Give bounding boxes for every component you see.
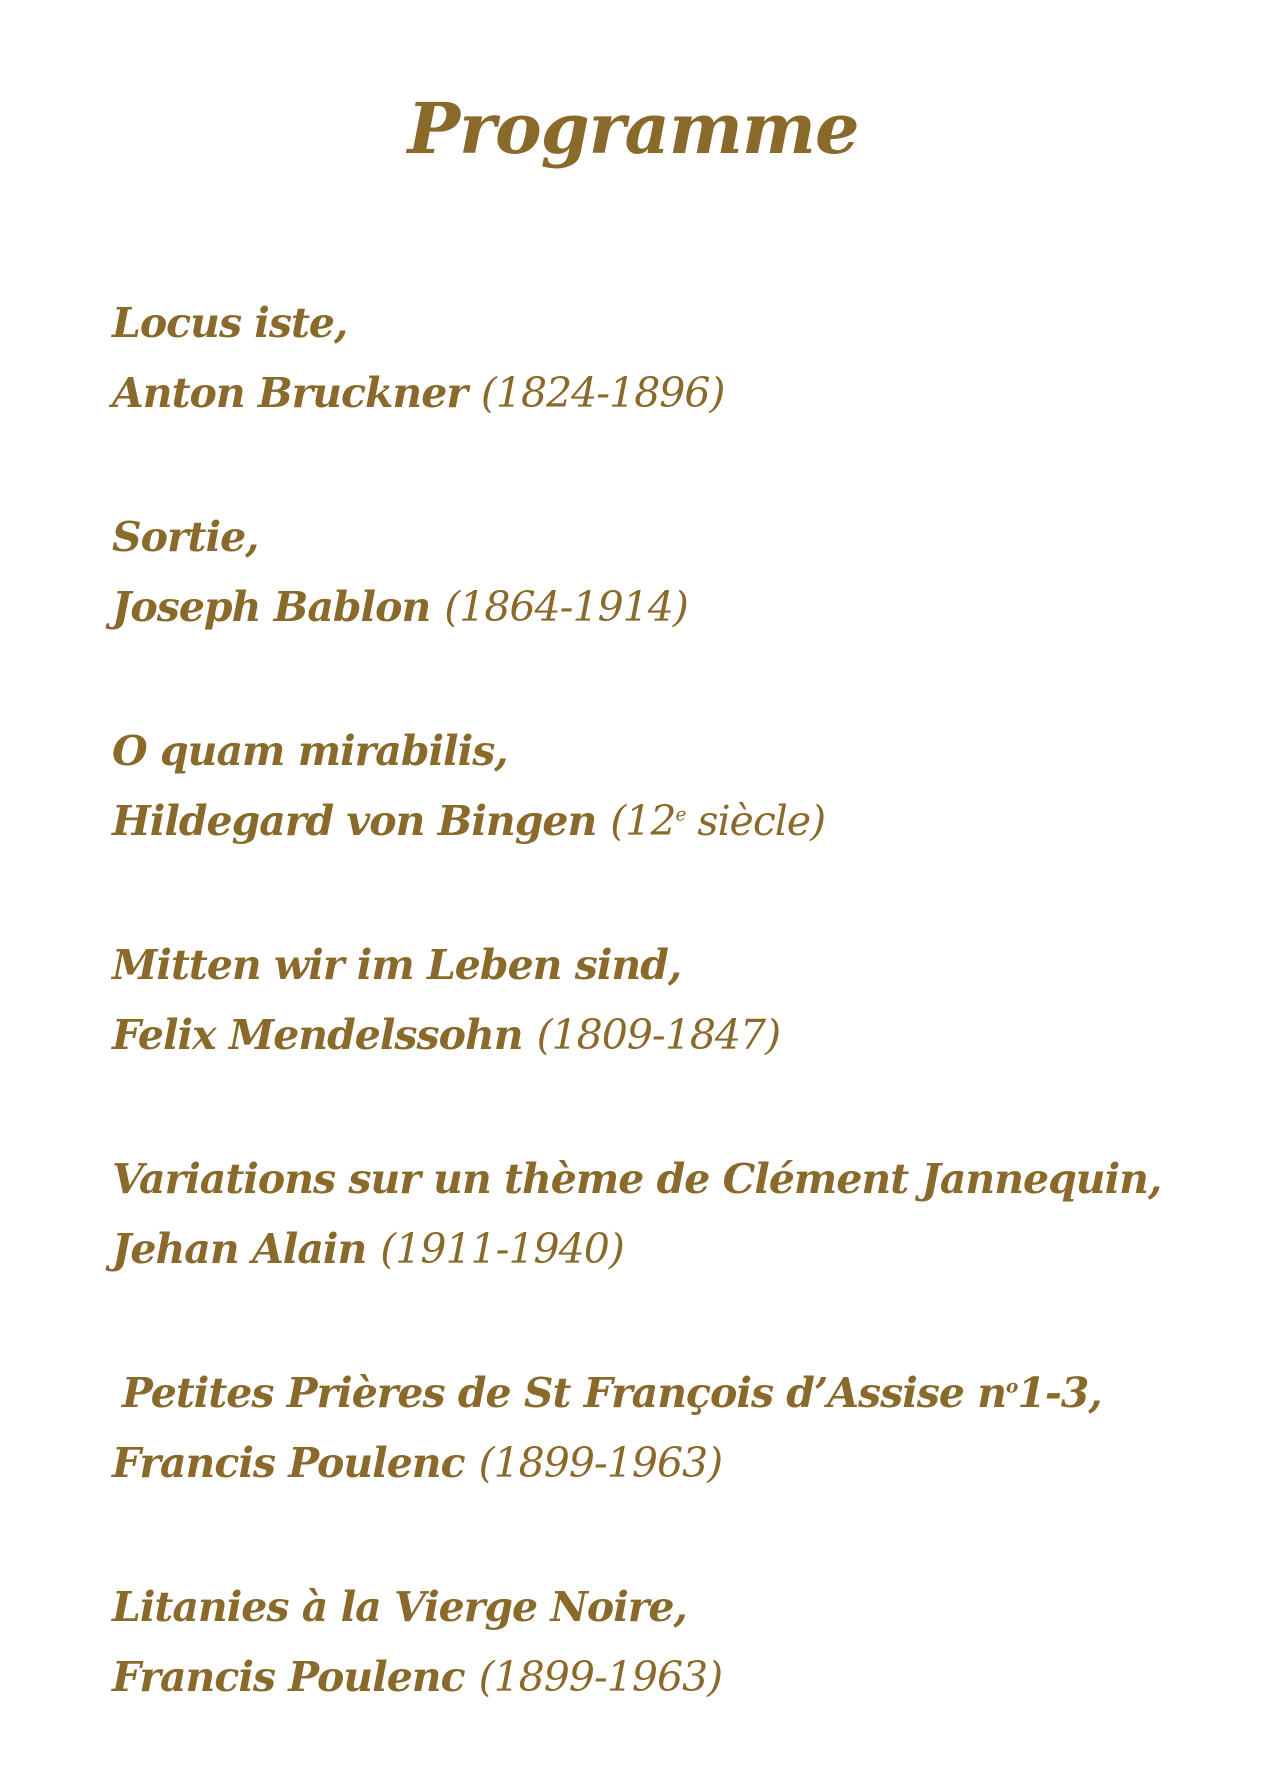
piece-title: Variations sur un thème de Clément Jannequin, bbox=[112, 1155, 1162, 1203]
composer-line bbox=[112, 1642, 1212, 1712]
composer-name: Joseph Bablon bbox=[112, 583, 431, 631]
composer-dates: (1809-1847) bbox=[536, 1011, 781, 1059]
piece-title: O quam mirabilis, bbox=[112, 727, 508, 775]
programme-item bbox=[112, 288, 1212, 502]
dates-prefix: (12 bbox=[610, 797, 676, 845]
programme-item bbox=[112, 1144, 1212, 1358]
composer-dates: (1824-1896) bbox=[480, 369, 725, 417]
piece-title-superscript: o bbox=[1006, 1376, 1018, 1398]
composer-dates: (1864-1914) bbox=[444, 583, 688, 631]
dates-superscript: e bbox=[675, 804, 686, 826]
composer-dates: (1899-1963) bbox=[478, 1653, 723, 1701]
dates-suffix: siècle) bbox=[685, 797, 826, 845]
composer-name: Hildegard von Bingen bbox=[112, 797, 597, 845]
programme-item bbox=[112, 930, 1212, 1144]
piece-title bbox=[112, 1358, 1212, 1428]
composer-line bbox=[112, 358, 1212, 428]
programme-item bbox=[112, 1358, 1212, 1572]
composer-name: Anton Bruckner bbox=[112, 369, 467, 417]
composer-dates: (1899-1963) bbox=[478, 1439, 723, 1487]
piece-title-prefix: Petites Prières de St François d’Assise n bbox=[122, 1369, 1007, 1417]
composer-dates bbox=[610, 797, 825, 845]
piece-title: Litanies à la Vierge Noire, bbox=[112, 1583, 687, 1631]
composer-name: Felix Mendelssohn bbox=[112, 1011, 523, 1059]
piece-title: Mitten wir im Leben sind, bbox=[112, 941, 682, 989]
composer-line bbox=[112, 786, 1212, 856]
composer-dates: (1911-1940) bbox=[380, 1225, 624, 1273]
programme-item bbox=[112, 1572, 1212, 1786]
composer-name: Jehan Alain bbox=[112, 1225, 367, 1273]
composer-line bbox=[112, 1000, 1212, 1070]
programme-item bbox=[112, 502, 1212, 716]
composer-line bbox=[112, 1214, 1212, 1284]
piece-title: Locus iste, bbox=[112, 299, 348, 347]
composer-line bbox=[112, 572, 1212, 642]
composer-line bbox=[112, 1428, 1212, 1498]
programme-item bbox=[112, 716, 1212, 930]
programme-list bbox=[112, 288, 1212, 1786]
composer-name: Francis Poulenc bbox=[112, 1439, 465, 1487]
piece-title-suffix: 1-3, bbox=[1017, 1369, 1102, 1417]
piece-title: Sortie, bbox=[112, 513, 259, 561]
page-title: Programme bbox=[407, 87, 859, 170]
composer-name: Francis Poulenc bbox=[112, 1653, 465, 1701]
